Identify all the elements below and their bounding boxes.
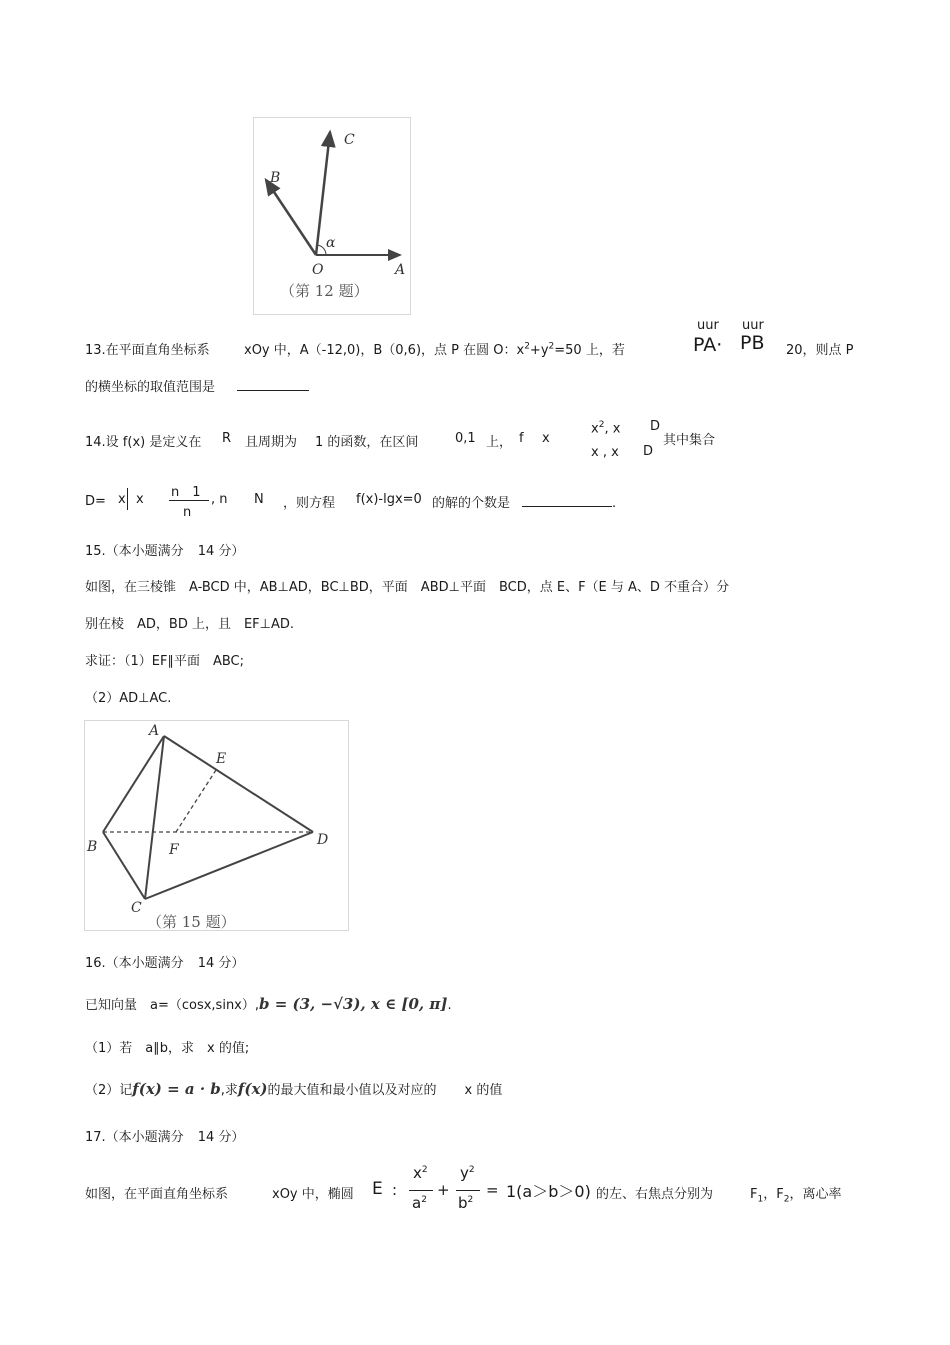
figure-15	[84, 720, 349, 931]
label-e: E	[216, 751, 227, 767]
q16-line2: （1）若 a∥b，求 x 的值;	[85, 1041, 250, 1056]
q14-d-eq: f(x)-lgx=0	[356, 492, 422, 507]
q17-frac-line-1	[409, 1190, 433, 1191]
q14-tail: 其中集合	[663, 433, 716, 448]
q16-title: 16.（本小题满分 14 分）	[85, 956, 245, 971]
q14-case2: x , x	[591, 445, 619, 460]
q17-eq: =	[486, 1181, 499, 1199]
q14-f: f	[519, 431, 524, 446]
q14-set-bar	[127, 488, 128, 510]
q13-vec-pa: PA·	[693, 334, 723, 356]
q17-line1-b: xOy 中，椭圆	[272, 1187, 354, 1202]
q14-x: x	[542, 431, 550, 446]
q17-e: E	[372, 1179, 383, 1199]
q14-interval: 0,1	[455, 431, 476, 446]
q14-d-num: n 1	[171, 485, 201, 500]
label-a: A	[395, 262, 406, 278]
q14-d-N: N	[254, 492, 264, 507]
angle-arc	[317, 245, 326, 255]
label-f: F	[169, 842, 179, 858]
label-c: C	[344, 132, 355, 148]
q15-line3: 求证：（1）EF∥平面 ABC;	[85, 654, 245, 669]
q17-foci: $F_1$，$F_2$，离心率	[750, 1187, 842, 1205]
q13-answer-blank	[237, 378, 309, 391]
q14-d-x: x	[118, 492, 126, 507]
q14-d-den: n	[183, 505, 192, 520]
q17-rhs: 1(a＞b＞0)	[506, 1182, 591, 1201]
q13-vec-pb: PB	[740, 332, 765, 354]
q14-d-tail2: 的解的个数是 .	[432, 496, 617, 511]
figure-12	[253, 117, 411, 315]
q14-answer-blank	[522, 494, 612, 507]
label-alpha: α	[326, 235, 336, 251]
q14-d-n: , n	[211, 492, 228, 507]
q15-line4: （2）AD⊥AC.	[85, 691, 172, 706]
q14-case2-d: D	[643, 444, 654, 459]
q17-line1-a: 如图，在平面直角坐标系	[85, 1187, 229, 1202]
label-b: B	[87, 839, 98, 855]
q14-frac-line	[169, 500, 209, 501]
q14-line1-c: 且周期为	[245, 435, 298, 450]
ray-ob	[266, 180, 316, 255]
q17-a2: $a^2$	[412, 1194, 427, 1212]
edge-ad	[164, 736, 313, 832]
q14-line1-a: 14.设 f(x) 是定义在	[85, 435, 202, 450]
q14-line1-e: 上，	[486, 435, 513, 450]
q13-vec-arrow-pa: uur	[697, 318, 719, 333]
q17-title: 17.（本小题满分 14 分）	[85, 1130, 245, 1145]
q13-line2: 的横坐标的取值范围是	[85, 376, 309, 395]
q14-d-prefix: D=	[85, 494, 106, 509]
q15-line2: 别在棱 AD，BD 上，且 EF⊥AD.	[85, 617, 295, 632]
q15-title: 15.（本小题满分 14 分）	[85, 544, 245, 559]
figure-15-diagram	[85, 721, 348, 930]
q17-y2: $y^2$	[460, 1164, 475, 1182]
q17-plus: +	[437, 1181, 450, 1199]
segment-ef	[176, 770, 216, 832]
q14-d-tail: ，则方程	[283, 496, 336, 511]
label-c: C	[131, 900, 142, 916]
label-o: O	[312, 262, 324, 278]
q13-vec-arrow-pb: uur	[742, 318, 764, 333]
q13-line1-b: xOy 中，A（-12,0)，B（0,6)，点 P 在圆 O：$x^2+y^2=50$ 上，若	[244, 341, 625, 358]
q15-line1: 如图，在三棱锥 A-BCD 中，AB⊥AD，BC⊥BD，平面 ABD⊥平面 BCD，点 E、F（E 与 A、D 不重合）分	[85, 580, 730, 595]
q17-line1-c: 的左、右焦点分别为	[596, 1187, 714, 1202]
q14-d-x2: x	[136, 492, 144, 507]
edge-bc	[103, 832, 145, 899]
q14-case1: $x^2$, x	[591, 420, 621, 437]
label-b: B	[270, 170, 281, 186]
q14-line1-d: 1 的函数，在区间	[315, 435, 419, 450]
label-a: A	[149, 723, 160, 739]
q14-line1-b: R	[222, 431, 232, 446]
q17-colon: :	[392, 1181, 398, 1199]
q16-line1: 已知向量 a=（cosx,sinx）,b = (3, −√3), x ∈ [0, π].	[85, 995, 452, 1013]
q17-b2: $b^2$	[458, 1194, 474, 1212]
q16-line3: （2）记f(x) = a · b,求f(x)的最大值和最小值以及对应的 x 的值	[85, 1080, 503, 1098]
q14-case1-d: D	[650, 419, 661, 434]
q13-line1-a: 13.在平面直角坐标系	[85, 343, 210, 358]
label-d: D	[317, 832, 329, 848]
q17-x2: $x^2$	[413, 1164, 428, 1182]
q13-line1-e: 20，则点 P	[786, 343, 854, 358]
q17-frac-line-2	[456, 1190, 480, 1191]
figure-12-caption: （第 12 题）	[280, 282, 369, 300]
figure-15-caption: （第 15 题）	[147, 913, 236, 931]
